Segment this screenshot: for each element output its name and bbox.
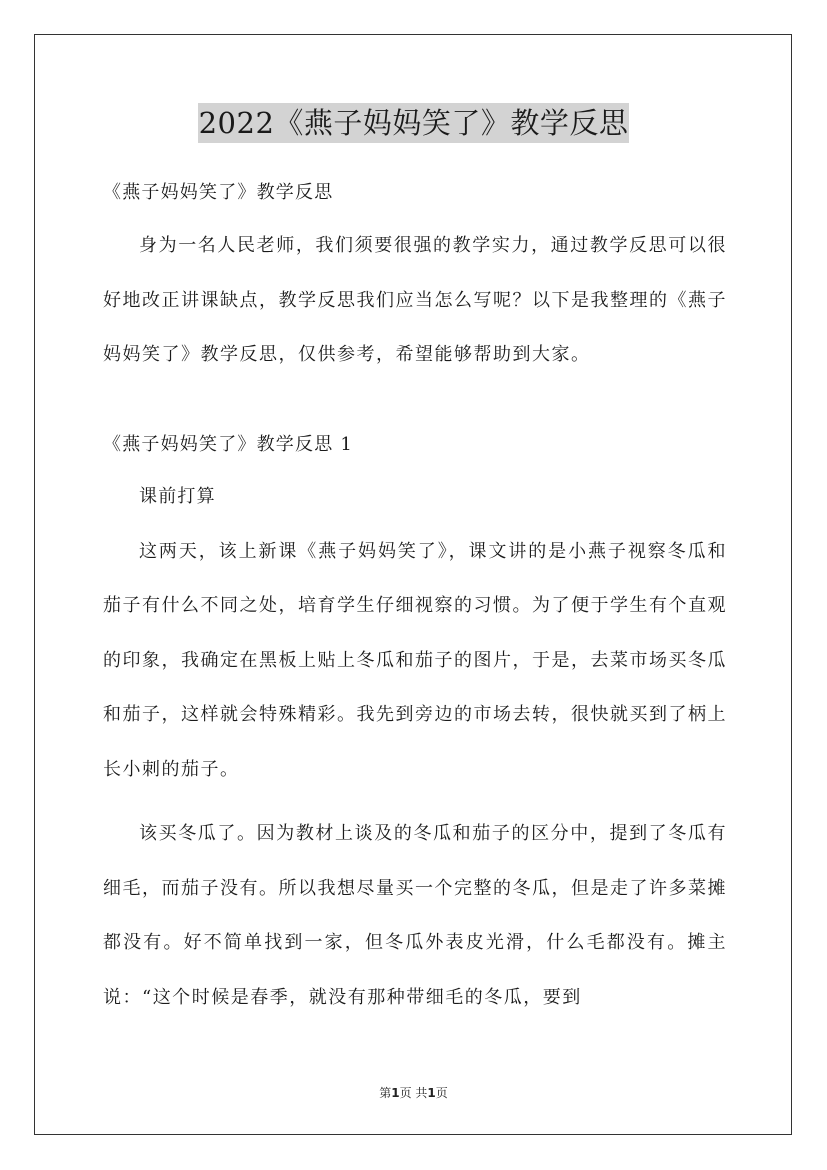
document-subtitle: 《燕子妈妈笑了》教学反思 xyxy=(103,182,334,203)
section-1-paragraph-1: 这两天，该上新课《燕子妈妈笑了》，课文讲的是小燕子视察冬瓜和茄子有什么不同之处，培育学生仔细视察的习惯。为了便于学生有个直观的印象，我确定在黑板上贴上冬瓜和茄子的图片，于是，去菜市场买冬瓜和茄子，这样就会特殊精彩。我先到旁边的市场去转，很快就买到了柄上长小刺的茄子。 xyxy=(103,540,727,780)
footer-page-mid: 页 共 xyxy=(399,1086,428,1100)
document-body xyxy=(103,173,727,1025)
footer-page-prefix: 第 xyxy=(379,1086,392,1100)
document-title-text: 2022《燕子妈妈笑了》教学反思 xyxy=(198,103,630,143)
section-1-subheading: 课前打算 xyxy=(139,485,216,507)
intro-paragraph: 身为一名人民老师，我们须要很强的教学实力，通过教学反思可以很好地改正讲课缺点，教学反思我们应当怎么写呢？以下是我整理的《燕子妈妈笑了》教学反思，仅供参考，希望能够帮助到大家。 xyxy=(103,235,727,365)
section-1-heading: 《燕子妈妈笑了》教学反思 1 xyxy=(103,433,353,455)
document-title xyxy=(0,103,827,143)
footer-page-total: 1 xyxy=(427,1086,436,1100)
page-footer xyxy=(0,1084,827,1101)
section-1-paragraph-2: 该买冬瓜了。因为教材上谈及的冬瓜和茄子的区分中，提到了冬瓜有细毛，而茄子没有。所以我想尽量买一个完整的冬瓜，但是走了许多菜摊都没有。好不简单找到一家，但冬瓜外表皮光滑，什么毛都没有。摊主说：“这个时候是春季，就没有那种带细毛的冬瓜，要到 xyxy=(103,823,727,1008)
footer-page-current: 1 xyxy=(391,1086,400,1100)
footer-page-suffix: 页 xyxy=(435,1086,448,1100)
